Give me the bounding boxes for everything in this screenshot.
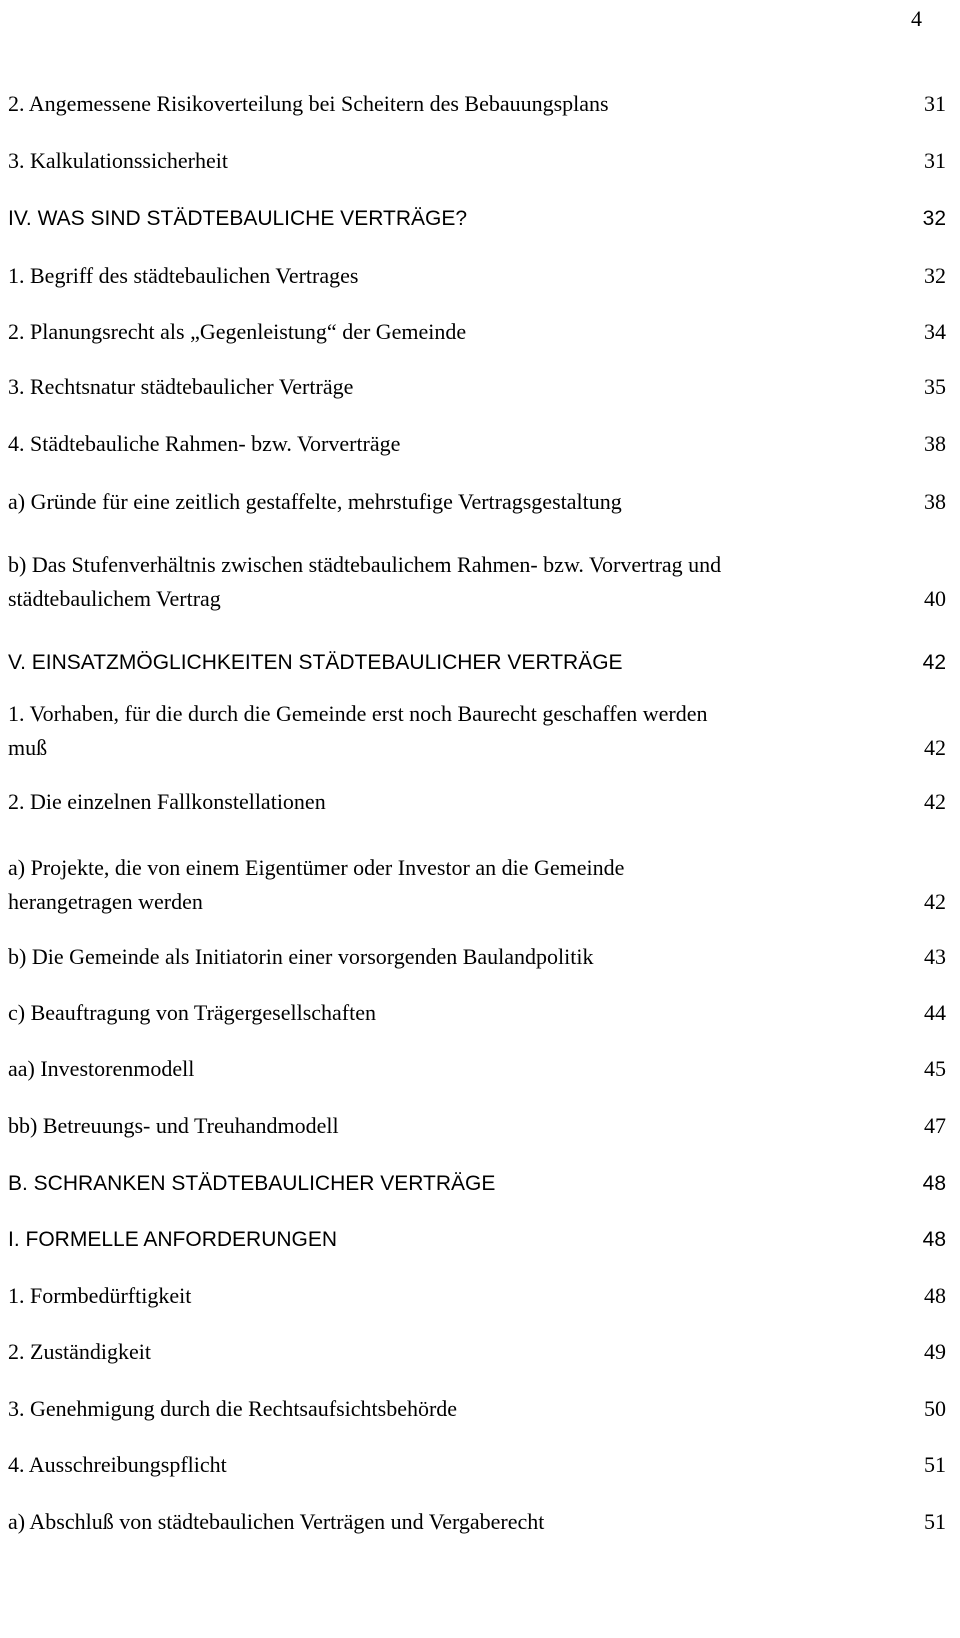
toc-entry bbox=[8, 1448, 946, 1482]
toc-entry bbox=[8, 697, 946, 765]
toc-entry bbox=[8, 87, 946, 121]
toc-entry-title: aa) Investorenmodell bbox=[8, 1056, 195, 1081]
toc-entry bbox=[8, 1223, 946, 1257]
toc-entry-page: 48 bbox=[924, 1283, 946, 1308]
toc-entry-title: bb) Betreuungs- und Treuhandmodell bbox=[8, 1113, 339, 1138]
toc-entry-page: 38 bbox=[924, 489, 946, 514]
toc-entry-page: 50 bbox=[924, 1396, 946, 1421]
toc-entry-title-continued: herangetragen werden bbox=[8, 889, 203, 914]
toc-entry-page: 51 bbox=[924, 1452, 946, 1477]
toc-entry-title: 2. Zuständigkeit bbox=[8, 1339, 151, 1364]
toc-entry-title: B. SCHRANKEN STÄDTEBAULICHER VERTRÄGE bbox=[8, 1172, 496, 1195]
toc-entry-title: 1. Vorhaben, für die durch die Gemeinde erst noch Baurecht geschaffen werden bbox=[8, 701, 708, 726]
toc-entry bbox=[8, 144, 946, 178]
toc-entry bbox=[8, 370, 946, 404]
toc-entry-title: b) Die Gemeinde als Initiatorin einer vorsorgenden Baulandpolitik bbox=[8, 944, 594, 969]
toc-entry-page: 45 bbox=[924, 1056, 946, 1081]
toc-entry-title: 1. Begriff des städtebaulichen Vertrages bbox=[8, 263, 359, 288]
toc-entry bbox=[8, 851, 946, 919]
toc-entry-title: 4. Ausschreibungspflicht bbox=[8, 1452, 227, 1477]
toc-entry-page: 34 bbox=[924, 319, 946, 344]
toc-entry-page: 31 bbox=[924, 91, 946, 116]
toc-entry-page: 31 bbox=[924, 148, 946, 173]
toc-entry-title: a) Projekte, die von einem Eigentümer oder Investor an die Gemeinde bbox=[8, 855, 625, 880]
toc-entry-title: I. FORMELLE ANFORDERUNGEN bbox=[8, 1228, 338, 1251]
toc-entry-page: 35 bbox=[924, 374, 946, 399]
toc-entry-page: 48 bbox=[922, 1228, 946, 1251]
toc-entry bbox=[8, 485, 946, 519]
toc-entry-title: 1. Formbedürftigkeit bbox=[8, 1283, 192, 1308]
toc-entry bbox=[8, 548, 946, 616]
toc-entry bbox=[8, 1167, 946, 1201]
toc-entry-page: 48 bbox=[922, 1172, 946, 1195]
toc-entry-title: a) Gründe für eine zeitlich gestaffelte, mehrstufige Vertragsgestaltung bbox=[8, 489, 622, 514]
toc-entry bbox=[8, 1392, 946, 1426]
toc-entry-title: 3. Kalkulationssicherheit bbox=[8, 148, 228, 173]
toc-entry-title: V. EINSATZMÖGLICHKEITEN STÄDTEBAULICHER VERTRÄGE bbox=[8, 651, 623, 674]
toc-entry-page: 42 bbox=[922, 651, 946, 674]
toc-entry-title-continued: muß bbox=[8, 735, 48, 760]
toc-entry-title: 3. Genehmigung durch die Rechtsaufsichtsbehörde bbox=[8, 1396, 458, 1421]
toc-entry-page: 49 bbox=[924, 1339, 946, 1364]
toc-entry bbox=[8, 427, 946, 461]
toc-entry-title: 2. Angemessene Risikoverteilung bei Scheitern des Bebauungsplans bbox=[8, 91, 609, 116]
toc-entry-title: 2. Planungsrecht als „Gegenleistung“ der Gemeinde bbox=[8, 319, 467, 344]
toc-entry bbox=[8, 315, 946, 349]
toc-entry bbox=[8, 1335, 946, 1369]
toc-entry-page: 32 bbox=[924, 263, 946, 288]
toc-entry-page: 47 bbox=[924, 1113, 946, 1138]
toc-entry-page: 42 bbox=[924, 889, 946, 914]
toc-entry-title: b) Das Stufenverhältnis zwischen städtebaulichem Rahmen- bzw. Vorvertrag und bbox=[8, 552, 722, 577]
toc-entry-title: 4. Städtebauliche Rahmen- bzw. Vorverträge bbox=[8, 431, 401, 456]
toc-entry bbox=[8, 996, 946, 1030]
toc-entry-title: 3. Rechtsnatur städtebaulicher Verträge bbox=[8, 374, 354, 399]
page-number: 4 bbox=[911, 6, 922, 31]
toc-entry bbox=[8, 1279, 946, 1313]
toc-entry-page: 42 bbox=[924, 735, 946, 760]
toc-entry-page: 44 bbox=[924, 1000, 946, 1025]
toc-entry-page: 51 bbox=[924, 1509, 946, 1534]
toc-entry-title: IV. WAS SIND STÄDTEBAULICHE VERTRÄGE? bbox=[8, 207, 468, 230]
toc-entry-title: c) Beauftragung von Trägergesellschaften bbox=[8, 1000, 376, 1025]
toc-entry-title: 2. Die einzelnen Fallkonstellationen bbox=[8, 789, 326, 814]
toc-entry bbox=[8, 259, 946, 293]
toc-entry-page: 42 bbox=[924, 789, 946, 814]
toc-entry-page: 38 bbox=[924, 431, 946, 456]
toc-entry bbox=[8, 1109, 946, 1143]
toc-entry bbox=[8, 646, 946, 680]
toc-entry-page: 32 bbox=[922, 207, 946, 230]
toc-entry-title: a) Abschluß von städtebaulichen Verträgen und Vergaberecht bbox=[8, 1509, 545, 1534]
toc-entry bbox=[8, 940, 946, 974]
toc-entry bbox=[8, 1505, 946, 1539]
toc-entry-title-continued: städtebaulichem Vertrag bbox=[8, 586, 221, 611]
toc-entry-page: 43 bbox=[924, 944, 946, 969]
toc-entry bbox=[8, 1052, 946, 1086]
toc-entry bbox=[8, 202, 946, 236]
toc-entry bbox=[8, 785, 946, 819]
toc-entry-page: 40 bbox=[924, 586, 946, 611]
